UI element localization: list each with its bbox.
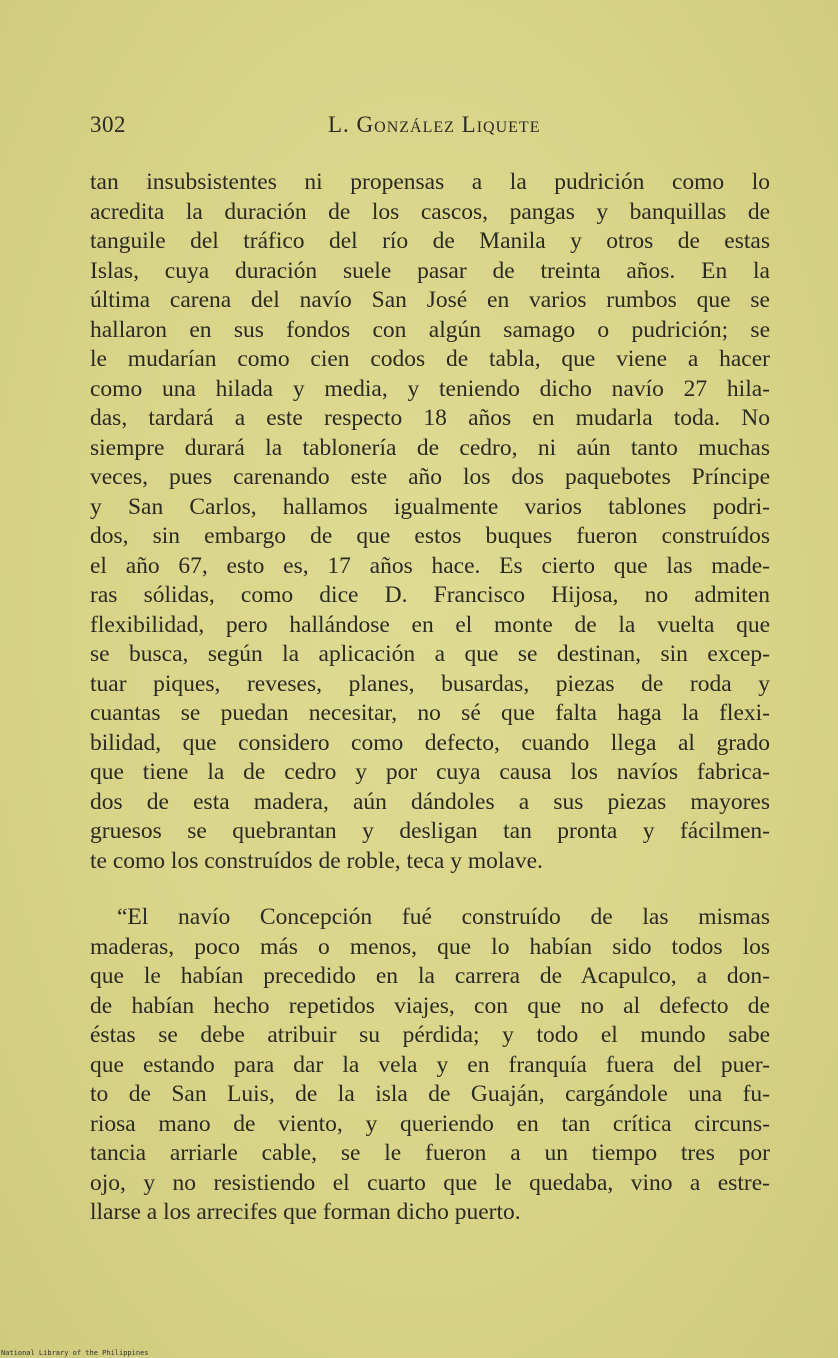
text-line: Islas, cuya duración suele pasar de treinta años. En la bbox=[90, 257, 770, 284]
text-line: como una hilada y media, y teniendo dicho navío 27 hila- bbox=[90, 375, 770, 402]
text-line: se busca, según la aplicación a que se destinan, sin excep- bbox=[90, 641, 770, 667]
paragraph-2 bbox=[90, 903, 770, 1228]
text-line: ras sólidas, como dice D. Francisco Hijosa, no admiten bbox=[90, 582, 770, 608]
text-line: y San Carlos, hallamos igualmente varios tablones podri- bbox=[90, 493, 770, 520]
text-line: “El navío Concepción fué construído de las mismas bbox=[117, 904, 770, 930]
text-line: te como los construídos de roble, teca y molave. bbox=[90, 847, 543, 874]
text-line: éstas se debe atribuir su pérdida; y todo el mundo sabe bbox=[90, 1022, 770, 1048]
text-line: das, tardará a este respecto 18 años en mudarla toda. No bbox=[90, 405, 770, 431]
text-line: hallaron en sus fondos con algún samago o pudrición; se bbox=[90, 316, 770, 343]
page-number: 302 bbox=[90, 112, 126, 137]
text-line: veces, pues carenando este año los dos paquebotes Príncipe bbox=[90, 464, 770, 490]
text-line: dos, sin embargo de que estos buques fueron construídos bbox=[90, 523, 770, 549]
paragraph-gap bbox=[90, 876, 770, 903]
text-line: dos de esta madera, aún dándoles a sus piezas mayores bbox=[90, 788, 770, 815]
text-line: acredita la duración de los cascos, pangas y banquillas de bbox=[90, 198, 770, 225]
text-line: que le habían precedido en la carrera de Acapulco, a don- bbox=[90, 963, 770, 989]
running-head: L. González Liquete bbox=[328, 112, 541, 137]
text-line: ojo, y no resistiendo el cuarto que le quedaba, vino a estre- bbox=[90, 1169, 770, 1196]
body-text bbox=[90, 168, 770, 1228]
text-line: tanguile del tráfico del río de Manila y otros de estas bbox=[90, 228, 770, 254]
text-line: tan insubsistentes ni propensas a la pudrición como lo bbox=[90, 169, 770, 195]
paragraph-1 bbox=[90, 168, 770, 876]
text-line: siempre durará la tablonería de cedro, ni aún tanto muchas bbox=[90, 434, 770, 461]
text-line: el año 67, esto es, 17 años hace. Es cierto que las made- bbox=[90, 552, 770, 579]
text-line: bilidad, que considero como defecto, cuando llega al grado bbox=[90, 729, 770, 756]
text-line: gruesos se quebrantan y desligan tan pronta y fácilmen- bbox=[90, 818, 770, 844]
text-line: llarse a los arrecifes que forman dicho puerto. bbox=[90, 1199, 521, 1225]
text-line: que tiene la de cedro y por cuya causa los navíos fabrica- bbox=[90, 759, 770, 785]
text-line: que estando para dar la vela y en franquía fuera del puer- bbox=[90, 1051, 770, 1078]
text-line: to de San Luis, de la isla de Guaján, cargándole una fu- bbox=[90, 1081, 770, 1107]
text-line: maderas, poco más o menos, que lo habían sido todos los bbox=[90, 933, 770, 960]
text-line: tancia arriarle cable, se le fueron a un tiempo tres por bbox=[90, 1140, 770, 1166]
page-header bbox=[90, 112, 768, 146]
text-line: cuantas se puedan necesitar, no sé que falta haga la flexi- bbox=[90, 700, 770, 726]
text-line: le mudarían como cien codos de tabla, que viene a hacer bbox=[90, 346, 770, 372]
library-credit: National Library of the Philippines bbox=[1, 1349, 149, 1357]
text-line: tuar piques, reveses, planes, busardas, piezas de roda y bbox=[90, 670, 770, 697]
text-line: riosa mano de viento, y queriendo en tan crítica circuns- bbox=[90, 1110, 770, 1137]
text-line: de habían hecho repetidos viajes, con que no al defecto de bbox=[90, 992, 770, 1019]
text-line: flexibilidad, pero hallándose en el monte de la vuelta que bbox=[90, 611, 770, 638]
text-line: última carena del navío San José en varios rumbos que se bbox=[90, 287, 770, 313]
